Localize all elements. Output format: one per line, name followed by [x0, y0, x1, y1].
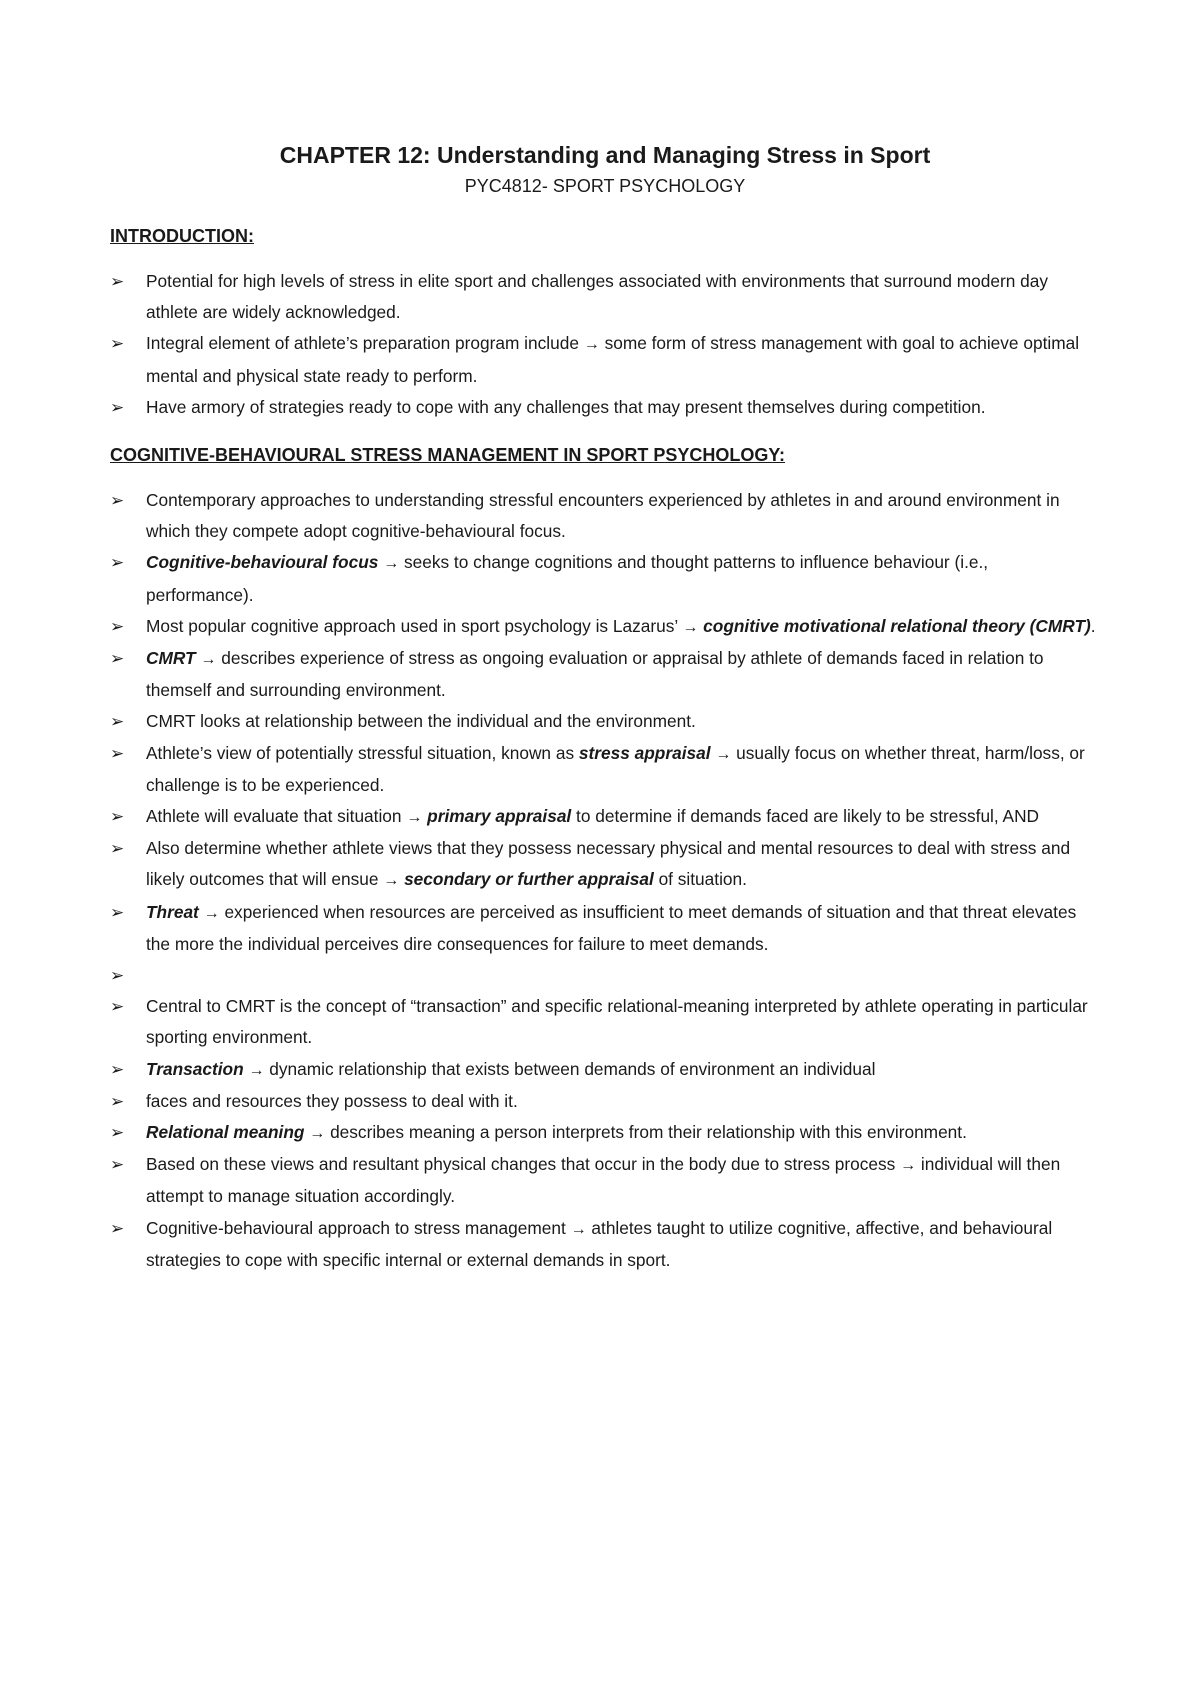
arrow-bullet-icon: ➢	[110, 272, 125, 291]
right-arrow-icon: →	[248, 1061, 265, 1079]
right-arrow-icon: →	[309, 1125, 326, 1143]
right-arrow-icon: →	[383, 872, 400, 890]
arrow-bullet-icon: ➢	[110, 902, 125, 922]
list-item	[110, 960, 1100, 991]
list-item: ➢ Threat → experienced when resources are perceived as insufficient to meet demands of situation and that threat elevates the more the individual perceives dire consequences for failure to meet demands.	[110, 897, 1100, 960]
list-item: ➢ CMRT → describes experience of stress as ongoing evaluation or appraisal by athlete of demands faced in relation to themself and surrounding environment.	[110, 643, 1100, 706]
right-arrow-icon: →	[570, 1220, 587, 1238]
list-item: ➢ Transaction → dynamic relationship that exists between demands of environment an individual	[110, 1054, 1100, 1086]
list-item: ➢ Potential for high levels of stress in elite sport and challenges associated with environments that surround modern day athlete are widely acknowledged.	[110, 266, 1100, 328]
arrow-bullet-icon: ➢	[110, 553, 125, 573]
cbsm-list	[110, 485, 1100, 1276]
right-arrow-icon: →	[715, 745, 732, 763]
list-item: ➢ Athlete’s view of potentially stressful situation, known as stress appraisal → usually focus on whether threat, harm/loss, or challenge is to be experienced.	[110, 738, 1100, 801]
list-item: ➢ CMRT looks at relationship between the individual and the environment.	[110, 706, 1100, 737]
list-item: ➢ Based on these views and resultant physical changes that occur in the body due to stress process → individual will then attempt to manage situation accordingly.	[110, 1149, 1100, 1212]
arrow-bullet-icon: ➢	[110, 1218, 125, 1238]
right-arrow-icon: →	[203, 904, 220, 922]
arrow-bullet-icon: ➢	[110, 1123, 125, 1143]
cbsm-heading: COGNITIVE-BEHAVIOURAL STRESS MANAGEMENT IN SPORT PSYCHOLOGY:	[110, 445, 786, 466]
right-arrow-icon: →	[406, 809, 423, 827]
right-arrow-icon: →	[583, 336, 600, 354]
arrow-bullet-icon: ➢	[110, 966, 125, 986]
arrow-bullet-icon: ➢	[110, 1155, 125, 1175]
arrow-bullet-icon: ➢	[110, 997, 125, 1017]
arrow-bullet-icon: ➢	[110, 334, 125, 354]
list-item: ➢ Also determine whether athlete views that they possess necessary physical and mental resources to deal with stress and likely outcomes that will ensue → secondary or further appraisal of situation.	[110, 833, 1100, 896]
arrow-bullet-icon: ➢	[110, 712, 125, 732]
chapter-title: CHAPTER 12: Understanding and Managing Stress in Sport	[279, 142, 931, 168]
arrow-bullet-icon: ➢	[110, 807, 125, 827]
arrow-bullet-icon: ➢	[110, 616, 125, 636]
arrow-bullet-icon: ➢	[110, 839, 125, 859]
arrow-bullet-icon: ➢	[110, 491, 125, 511]
list-item: ➢ Have armory of strategies ready to cope with any challenges that may present themselves during competition.	[110, 392, 1100, 423]
arrow-bullet-icon: ➢	[110, 743, 125, 763]
right-arrow-icon: →	[383, 555, 400, 573]
arrow-bullet-icon: ➢	[110, 1091, 125, 1111]
list-item: ➢ Central to CMRT is the concept of “transaction” and specific relational-meaning interpreted by athlete operating in particular sporting environment.	[110, 991, 1100, 1053]
arrow-bullet-icon: ➢	[110, 1059, 125, 1079]
arrow-bullet-icon: ➢	[110, 397, 125, 417]
arrow-bullet-icon: ➢	[110, 649, 125, 669]
list-item: ➢ Most popular cognitive approach used in sport psychology is Lazarus’ → cognitive motivational relational theory (CMRT).	[110, 611, 1100, 643]
list-item: ➢ Integral element of athlete’s preparation program include → some form of stress management with goal to achieve optimal mental and physical state ready to perform.	[110, 328, 1100, 391]
list-item: ➢ faces and resources they possess to deal with it.	[110, 1086, 1100, 1117]
list-item: ➢ Relational meaning → describes meaning a person interprets from their relationship with this environment.	[110, 1117, 1100, 1149]
right-arrow-icon: →	[900, 1157, 917, 1175]
right-arrow-icon: →	[682, 618, 699, 636]
introduction-list	[110, 266, 1100, 423]
document-page	[110, 140, 1100, 1276]
list-item: ➢ Athlete will evaluate that situation → primary appraisal to determine if demands faced are likely to be stressful, AND	[110, 801, 1100, 833]
course-subtitle: PYC4812- SPORT PSYCHOLOGY	[464, 176, 746, 196]
list-item: ➢ Cognitive-behavioural focus → seeks to change cognitions and thought patterns to influence behaviour (i.e., performance).	[110, 547, 1100, 610]
list-item: ➢ Cognitive-behavioural approach to stress management → athletes taught to utilize cognitive, affective, and behavioural strategies to cope with specific internal or external demands in sport.	[110, 1213, 1100, 1276]
introduction-heading: INTRODUCTION:	[110, 226, 254, 246]
right-arrow-icon: →	[200, 651, 217, 669]
list-item: ➢ Contemporary approaches to understanding stressful encounters experienced by athletes in and around environment in which they compete adopt cognitive-behavioural focus.	[110, 485, 1100, 547]
